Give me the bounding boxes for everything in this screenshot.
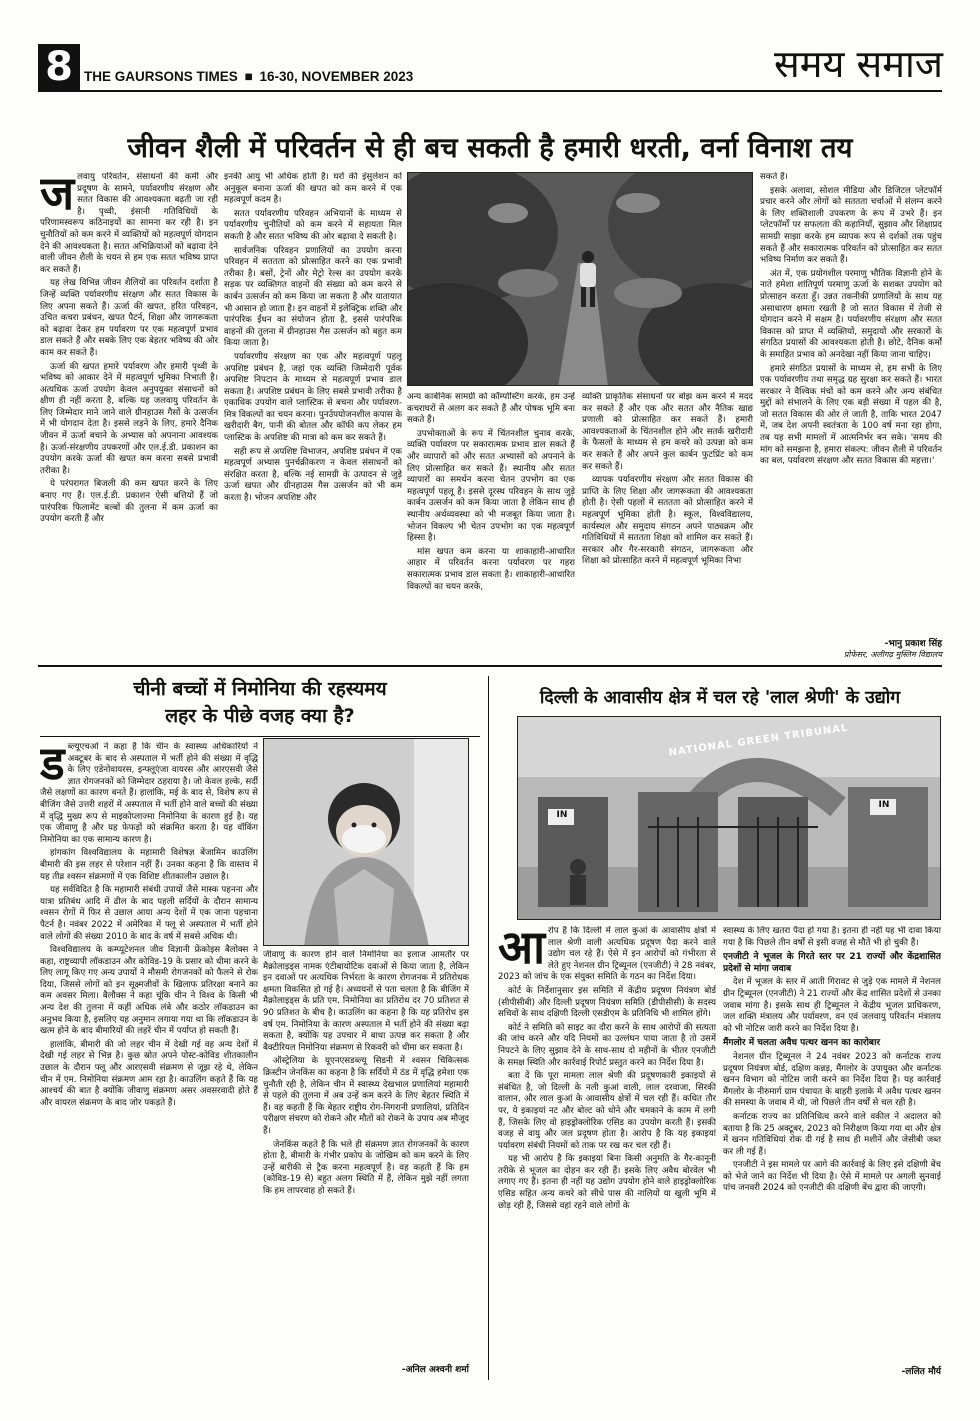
paragraph: सकते हैं। [760, 172, 788, 182]
paragraph: हमारे संगठित प्रयासों के माध्यम से, हम सभी के लिए एक पर्यावरणीय तथा समृद्ध ग्रह सुरक्षा कर सकते हैं। भारत सरकार ने वैश्विक मंचों को कम करने और अन्य संबंधित मुद्दों को संभालने के लिए एक बड़ी संख्या में पहल की है, जो सतत विकास की ओर ले जाती है, ताकि भारत 2047 में, जब देश अपनी स्वतंत्रता के 100 वर्ष मना रहा होगा, तब यह सभी मामलों में आत्मनिर्भर बन सके। 'समय की मांग को समझना है, हमारा संकल्प: जीवन शैली में परिवर्तन का बल, पर्यावरण संरक्षण और सतत विकास की महत्ता।' [760, 363, 942, 467]
paragraph: हांगकांग विश्वविद्यालय के महामारी विशेषज्ञ बेंजामिन काउलिंग बीमारी की इस लहर से परेशान नहीं हैं। उनका कहना है कि वास्तव में यह तीव्र श्वसन संक्रमणों में एक विशिष्ट शीतकालीन उछाल है। [40, 848, 258, 882]
china-headline-rule [40, 736, 480, 737]
paragraph: मांस खपत कम करना या शाकाहारी-आधारित आहार में परिवर्तन करना पर्यावरण पर गहरा सकारात्मक प्रभाव डाल सकता है। शाकाहारी-आधारित विकल्पों का चयन करके, [407, 546, 575, 592]
delhi-headline: दिल्ली के आवासीय क्षेत्र में चल रहे 'लाल श्रेणी' के उद्योग [539, 688, 901, 708]
main-author-block [760, 634, 942, 660]
main-author-title: प्रोफेसर, अलीगढ़ मुस्लिम विद्यालय [843, 650, 942, 659]
paragraph: सही रूप से अपशिष्ट विभाजन, अपशिष्ट प्रबंधन में एक महत्वपूर्ण अभ्यास पुनर्चक्रीकरण न केवल संसाधनों को संरक्षित करता है, बल्कि नई सामग्री के उत्पादन से जुड़े ऊर्जा खपत और ग्रीनहाउस गैस उत्सर्जन को भी कम करता है। भोजन अपशिष्ट और [224, 446, 402, 504]
paragraph: अंत में, एक प्रयोगशील परमाणु भौतिक विज्ञानी होने के नाते हमेशा शांतिपूर्ण परमाणु ऊर्जा के सशक्त उपयोग को प्रोत्साहन करता हूँ। उन्नत तकनीकी प्रणालियों के साथ यह असाधारण क्षमता रखती है जो सतत विकास में तेजी से योगदान करने में सक्षम है। पर्यावरणीय संरक्षण और सतत विकास को प्राप्त में व्यक्तियों, समुदायों और सरकारों के संगठित प्रयासों की आवश्यकता होती है। छोटे, दैनिक कर्मों के समाहित प्रभाव को अनदेखा नहीं किया जाना चाहिए। [760, 268, 942, 360]
child-mask-illustration [264, 739, 469, 946]
section-title: समय समाज [774, 42, 943, 86]
china-article-column-1 [40, 742, 258, 1380]
paragraph: ब्ल्यूएचओ ने कहा है कि चीन के स्वास्थ्य अधिकारियों ने अक्टूबर के बाद से अस्पताल में भर्ती होने की संख्या में वृद्धि के लिए एडेनोवायरस, इन्फ्लूएंजा वायरस और आरएसवी जैसे ज्ञात रोगजनकों को जिम्मेदार ठहराया है। जो केवल हल्के, सर्दी जैसे लक्षणों का कारण बनते हैं। हालांकि, मई के बाद से, विशेष रूप से बीजिंग जैसे उत्तरी शहरों में अस्पताल में भर्ती होने वाले बच्चों की संख्या में वृद्धि मुख्य रूप से माइकोप्लाज्मा निमोनिया के कारण हुई है। यह एक जीवाणु है और यह फेफड़ों को संक्रमित करता है। यह वॉकिंग निमोनिया का एक सामान्य कारण है। [40, 742, 258, 845]
china-headline-line1: चीनी बच्चों में निमोनिया की रहस्यमय [133, 678, 387, 700]
main-article-column-2 [224, 172, 402, 659]
china-dropcap: ड [40, 742, 65, 790]
paragraph: इनकी आयु भी अधिक होती है। घरों की इंसुलेशन को अनुकूल बनाना ऊर्जा की खपत को कम करने में एक महत्वपूर्ण कदम है। [224, 172, 402, 206]
paragraph: अन्य कार्बनिक सामग्री को कॉम्पोस्टिंग करके, हम उन्हें कचराघरों से अलग कर सकते हैं और पोषक भूमि बना सकते हैं। [407, 392, 575, 426]
main-dropcap: ज [40, 172, 75, 220]
china-headline [40, 676, 480, 732]
china-headline-line2: लहर के पीछे वजह क्या है? [165, 705, 355, 727]
paragraph: लवायु परिवर्तन, संसाधनों की कमी और प्रदूषण के सामने, पर्यावरणीय संरक्षण और सतत विकास की आवश्यकता बढ़ती जा रही है। पृथ्वी, इंसानी गतिविधियों के परिणामस्वरूप कठिनाइयों का सामना कर रही है। इन चुनौतियों को कम करने में व्यक्तियों को महत्वपूर्ण योगदान देने की आवश्यकता है। सतत अभिक्रियाओं को बढ़ावा देने वाली जीवन शैली के चयन से हम एक सतत भविष्य प्राप्त कर सकते हैं। [40, 172, 218, 275]
paragraph: जेनकिंस कहते हैं कि भले ही संक्रमण ज्ञात रोगजनकों के कारण होता है, बीमारी के गंभीर प्रकोप के जोखिम को कम करने के लिए उन्हें बारीकी से ट्रैक करना महत्वपूर्ण है। वह कहती हैं कि हम (कोविड-19 से) बहुत अलग स्थिति में हैं, लेकिन मुझे नहीं लगता कि हम लापरवाह हो सकते हैं। [263, 1139, 469, 1196]
paragraph: कर्नाटक राज्य का प्रतिनिधित्व करने वाले वकील ने अदालत को बताया है कि 25 अक्टूबर, 2023 को निरीक्षण किया गया था और क्षेत्र में खनन गतिविधियां रोक दी गई है साथ ही मशीनें और जेसीबी जब्त कर ली गई हैं। [723, 1111, 941, 1157]
child-with-mask-photo [263, 738, 469, 946]
paragraph: देश में भूजल के स्तर में आती गिरावट से जुड़े एक मामले में नेशनल ग्रीन ट्रिब्यूनल (एनजीटी) ने 21 राज्यों और केंद्र शासित प्रदेशों से उनका जवाब मांगा है। इसके साथ ही ट्रिब्यूनल ने केंद्रीय भूजल प्राधिकरण, जल शक्ति मंत्रालय और पर्यावरण, वन एवं जलवायु परिवर्तन मंत्रालय को भी नोटिस जारी करने का निर्देश दिया है। [723, 977, 941, 1034]
paragraph: कोर्ट के निर्देशानुसार इस समिति में केंद्रीय प्रदूषण नियंत्रण बोर्ड (सीपीसीबी) और दिल्ली प्रदूषण नियंत्रण समिति (डीपीसीसी) के सदस्य सचिवों के साथ दक्षिणी दिल्ली एसडीएम के प्रतिनिधि भी शामिल होंगे। [498, 985, 716, 1020]
china-article-column-2 [263, 950, 469, 1355]
delhi-subhead-groundwater: एनजीटी ने भूजल के गिरते स्तर पर 21 राज्यों और केंद्रशासित प्रदेशों से मांगा जवाब [723, 952, 941, 974]
forest-hiker-photo [407, 172, 753, 386]
delhi-article-column-1 [498, 926, 716, 1374]
section-divider [38, 665, 942, 667]
main-article-column-3 [407, 392, 575, 659]
delhi-author: -ललित मौर्य [901, 1367, 941, 1377]
delhi-subhead-mining: मैंगलोर में चलता अवैध पत्थर खनन का कारोबार [723, 1038, 881, 1049]
paragraph: एनजीटी ने इस मामले पर आगे की कार्रवाई के लिए इसे दक्षिणी बेंच को भेजे जाने का निर्देश भी दिया है। ऐसे में मामले पर अगली सुनवाई पांच जनवरी 2024 को एनजीटी की दक्षिणी बेंच द्वारा की जाएगी। [723, 1160, 941, 1194]
paragraph: व्यापक पर्यावरणीय संरक्षण और सतत विकास की प्राप्ति के लिए शिक्षा और जागरूकता की आवश्यकता होती है। ऐसी पहलों में सततता को प्रोत्साहित करने में महत्वपूर्ण भूमिका होती है। स्कूल, विश्वविद्यालय, कार्यस्थल और समुदाय संगठन अपने पाठ्यक्रम और गतिविधियों में सततता शिक्षा को शामिल कर सकते हैं। सरकार और गैर-सरकारी संगठन, जागरूकता और शिक्षा को प्रोत्साहित करने में महत्वपूर्ण भूमिका निभा [582, 475, 753, 567]
paragraph: सतत पर्यावरणीय परिवहन अभियानों के माध्यम से पर्यावरणीय चुनौतियों को कम करने में सहायता मिल सकती है और सतत भविष्य की ओर बढ़ावा दे सकती है। [224, 208, 402, 242]
gate-label-right: IN [878, 800, 890, 810]
paragraph: पर्यावरणीय संरक्षण का एक और महत्वपूर्ण पहलू अपशिष्ट प्रबंधन है, जहां एक व्यक्ति जिम्मेदारी पूर्वक अपशिष्ट निपटान के माध्यम से महत्वपूर्ण प्रभाव डाल सकता है। अपशिष्ट प्रबंधन के लिए सबसे प्रभावी तरीका है एकाधिक उपयोग वाले प्लास्टिक से बचना और पर्यावरण-मित्र विकल्पों का चयन करना। पुनर्उपयोजनशील कपास के खरीदारी बैग, पानी की बोतल और कॉफी कप लेकर हम प्लास्टिक के अपशिष्ट की मात्रा को कम कर सकते हैं। [224, 351, 402, 444]
main-article-column-1 [40, 172, 218, 659]
main-author: -भानु प्रकाश सिंह [884, 639, 942, 649]
main-headline: जीवन शैली में परिवर्तन से ही बच सकती है हमारी धरती, वर्ना विनाश तय [127, 132, 853, 164]
paragraph: कोर्ट ने समिति को साइट का दौरा करने के साथ आरोपों की सत्यता की जांच करने और यदि नियमों का उल्लंघन पाया जाता है तो उसमें निपटने के लिए सुझाव देने के साथ-साथ दो महीनों के भीतर एनजीटी के समक्ष स्थिति और कार्रवाई रिपोर्ट प्रस्तुत करने का निर्देश दिया है। [498, 1022, 716, 1068]
masthead-strip [84, 66, 424, 88]
paragraph: ये परंपरागत बिजली की कम खपत करने के लिए बनाए गए हैं। एल.ई.डी. प्रकाशन ऐसी बत्तियों हैं जो पारंपरिक फिलामेंट बल्बों की तुलना में कम ऊर्जा का उपयोग करती हैं और [40, 479, 218, 525]
paper-name: THE GAURSONS TIMES [84, 69, 238, 84]
paragraph: ऑस्ट्रेलिया के यूएनएसडब्ल्यू सिडनी में श्वसन चिकित्सक क्रिस्टीन जेनकिंस का कहना है कि सर्दियों में ठंड में वृद्धि हमेशा एक चुनौती रही है, लेकिन चीन में स्वास्थ्य देखभाल प्रणालियां महामारी से पहले की तुलना में अब उन्हें कम करने के लिए बेहतर स्थिति में हैं। वह कहती हैं कि बेहतर राष्ट्रीय रोग-निगरानी प्रणालियां, प्रतिदिन परीक्षण संचरण को रोकने और मौतों को रोकने के उपाय अब मौजूद हैं। [263, 1056, 469, 1136]
main-article-column-5 [760, 172, 942, 634]
paragraph: विश्वविद्यालय के कम्प्यूटेशनल जीव विज्ञानी फ्रेंकोइस बैलोक्स ने कहा, राष्ट्रव्यापी लॉकडाउन और कोविड-19 के प्रसार को धीमा करने के लिए लागू किए गए अन्य उपायों ने मौसमी रोगजनकों को फैलने से रोक दिया, जिससे लोगों को इन सूक्ष्मजीवों के खिलाफ प्रतिरक्षा बनाने का कम अवसर मिला। बैलौक्स ने कहा चूंकि चीन ने विश्व के किसी भी अन्य देश की तुलना में कहीं अधिक लंबे और कठोर लॉकडाउन का अनुभव किया है, इसलिए यह अनुमान लगाया गया था कि लॉकडाउन के खत्म होने के बाद बीमारियों की लहरें चीन में पर्याप्त हो सकती हैं। [40, 945, 258, 1037]
paragraph: ऊर्जा की खपत हमारे पर्यावरण और हमारी पृथ्वी के भविष्य को आकार देने में महत्वपूर्ण भूमिका निभाती है। अत्यधिक ऊर्जा उपयोग केवल अनुपयुक्त संसाधनों को क्षीण ही नहीं करता है, बल्कि यह जलवायु परिवर्तन के लिए जिम्मेदार माने जाने वाले ग्रीनहाउस गैसों के उत्सर्जन में भी योगदान देता है। इससे लड़ने के लिए, हमारे दैनिक जीवन में ऊर्जा बचाने के अभ्यास को अपनाना आवश्यक है। ऊर्जा-संरक्षणीय उपकरणों और एल.ई.डी. प्रकाशन का उपयोग करके ऊर्जा की खपत कम करना सबसे प्रभावी तरीका है। [40, 361, 218, 476]
paragraph: जीवाणु के कारण होने वाले निमोनिया का इलाज आमतौर पर मैक्रोलाइड्स नामक एंटीबायोटिक दवाओं से किया जाता है, लेकिन इन दवाओं पर अत्यधिक निर्भरता के कारण रोगजनक में प्रतिरोधक क्षमता विकसित हो गई है। अध्ययनों से पता चलता है कि बीजिंग में मैक्रोलाइड्स के प्रति एम. निमोनिया का प्रतिरोध दर 70 प्रतिशत से 90 प्रतिशत के बीच है। काउलिंग का कहना है कि यह प्रतिरोध इस वर्ष एम. निमोनिया के कारण अस्पताल में भर्ती होने की संख्या बढ़ा सकता है, क्योंकि यह उपचार में बाधा उत्पन्न कर सकता है और बैक्टीरियल निमोनिया संक्रमण से रिकवरी को धीमा कर सकता है। [263, 950, 469, 1053]
paragraph: यह लेख विभिन्न जीवन शैलियों का परिवर्तन दर्शाता है जिन्हें व्यक्ति पर्यावरणीय संरक्षण और सतत विकास के लिए अपना सकते हैं। ऊर्जा की खपत, हरित परिवहन, उचित कचरा प्रबंधन, खपत पैटर्न, शिक्षा और जागरूकता को बढ़ावा देकर हम पर्यावरण पर एक महत्वपूर्ण प्रभाव डाल सकते हैं और सबके लिए एक बेहतर भविष्य की ओर काम कर सकते हैं। [40, 278, 218, 358]
header-underline [38, 90, 942, 92]
paragraph: स्वास्थ्य के लिए खतरा पैदा हो गया है। इतना ही नहीं यह भी दावा किया गया है कि पिछले तीन वर्षों से इसी वजह से मौतें भी हो चुकी हैं। [723, 926, 941, 948]
paragraph: हालांकि, बीमारी की जो लहर चीन में देखी गई वह अन्य देशों में देखी गई लहर से भिन्न है। कुछ स्रोत अपने पोस्ट-कोविड शीतकालीन उछाल के दौरान फ्लू और आरएसवी संक्रमण से जूझ रहे थे, लेकिन चीन में एम. निमोनिया संक्रमण आम रहा है। काउलिंग कहते हैं कि यह आश्चर्य की बात है क्योंकि जीवाणु संक्रमण असर अवसरवादी होते हैं और वायरल संक्रमण के बाद जोर पकड़ते हैं। [40, 1039, 258, 1108]
gate-label-left: IN [556, 810, 568, 820]
china-author: -अनिल अश्वनी शर्मा [401, 1365, 469, 1375]
paragraph: रोप है कि दिल्ली में लाल कुआं के आवासीय क्षेत्रों में लाल श्रेणी वाली अत्यधिक प्रदूषण पैदा करने वाले उद्योग चल रहे हैं। ऐसे में इन आरोपों को गंभीरता से लेते हुए नेशनल ग्रीन ट्रिब्यूनल (एनजीटी) ने 28 नवंबर, 2023 को जांच के एक संयुक्त समिति के गठन का निर्देश दिया। [498, 926, 716, 983]
paragraph: यह भी आरोप है कि इकाइयां बिना किसी अनुमति के गैर-कानूनी तरीके से भूजल का दोहन कर रही हैं। इसके लिए अवैध बोरवेल भी लगाए गए हैं। इतना ही नहीं यह उद्योग उपयोग होने वाले हाइड्रोक्लोरिक एसिड सहित अन्य कचरे को सीधे पास की नालियों या खुली भूमि में छोड़ रही हैं, जिससे वहां रहने वाले लोगों के [498, 1154, 716, 1211]
vertical-divider [488, 676, 489, 1380]
ngt-sign-text: NATIONAL GREEN TRIBUNAL [668, 722, 850, 759]
forest-hiker-illustration [408, 173, 753, 386]
paragraph: नेशनल ग्रीन ट्रिब्यूनल ने 24 नवंबर 2023 को कर्नाटक राज्य प्रदूषण नियंत्रण बोर्ड, दक्षिण कन्नड़, मैंगलोर के उपायुक्त और कर्नाटक खनन विभाग को नोटिस जारी करने का निर्देश दिया है। यह कार्रवाई मैंगलोर के नीरुमार्ग ग्राम पंचायत के बाहरी इलाके में अवैध पत्थर खनन की समस्या के जवाब में थी, जो पिछले तीन वर्षों से चल रही है। [723, 1051, 941, 1109]
separator-icon: ■ [244, 69, 253, 84]
page-number: 8 [45, 44, 73, 90]
paragraph: यह सर्वविदित है कि महामारी संबंधी उपायों जैसे मास्क पहनना और यात्रा प्रतिबंध आदि में ढील के बाद पहली सर्दियों के दौरान सामान्य श्वसन रोगों में फिर से उछाल आया अन्य देशों में एक जाना पहचाना पैटर्न है। नवंबर 2022 में अमेरिका में फ्लू से अस्पताल में भर्ती होने वाले लोगों की संख्या 2010 के बाद के वर्ष में सबसे अधिक थी। [40, 885, 258, 942]
delhi-dropcap: आ [498, 926, 546, 974]
issue-dates: 16-30, NOVEMBER 2023 [259, 69, 414, 84]
main-article-column-4 [582, 392, 753, 659]
paragraph: सार्वजनिक परिवहन प्रणालियों का उपयोग करना परिवहन में सततता को प्रोत्साहित करने का एक प्रभावी तरीका है। बसों, ट्रेनों और मेट्रो रेल्स का उपयोग करके सड़क पर व्यक्तिगत वाहनों की संख्या को कम करने से कार्बन उत्सर्जन को कम किया जा सकता है और यातायात भी आसान हो जाता है। इन वाहनों में इलेक्ट्रिक शक्ति और पारंपरिक ईंधन का संयोजन होता है, इससे पारंपरिक वाहनों की तुलना में ग्रीनहाउस गैस उत्सर्जन को बहुत कम किया जाता है। [224, 245, 402, 349]
paragraph: इसके अलावा, सोशल मीडिया और डिजिटल प्लेटफॉर्म प्रचार करने और लोगों को सततता चर्चाओं में संलग्न करने के लिए शक्तिशाली उपकरण के रूप में उभरे हैं। इन प्लेटफॉर्मों पर सफलता की कहानियाँ, सुझाव और शिक्षाप्रद सामग्री साझा करके हम व्यापक रूप से दर्शकों तक पहुंच सकते हैं और सकारात्मक परिवर्तन को प्रोत्साहित कर सतत भविष्य निर्माण कर सकते हैं। [760, 185, 942, 266]
paragraph: व्यक्ति प्राकृतिक संसाधनों पर बोझ कम करने में मदद कर सकते हैं और एक और सतत और नैतिक खाद्य प्रणाली को प्रोत्साहित कर सकते हैं। हमारी आवश्यकताओं के चिंतनशील होने और सतर्क खरीदारी के फैसलों के माध्यम से हम कचरे को उत्पन्ना को कम कर सकते हैं और अपने कुल कार्बन फुटप्रिंट को कम कर सकते हैं। [582, 392, 753, 472]
page-number-box [38, 44, 80, 90]
ngt-gate-photo [517, 716, 941, 920]
paragraph: बता दें कि पूरा मामला लाल श्रेणी की प्रदूषणकारी इकाइयों से संबंधित है, जो दिल्ली के नली कुआं वाली, लाल दरवाजा, सिरकी वालान, और लाल कुआं के आवासीय क्षेत्रों में चल रही हैं। कथित तौर पर, ये इकाइयां नट और बोल्ट को धोने और चमकाने के काम में लगी हैं, जिसके लिए वो हाइड्रोक्लोरिक एसिड का उपयोग करती हैं। इसकी वजह से वायु और जल प्रदूषण होता है। आरोप है कि यह इकाइयां पर्यावरण संबंधी नियमों को ताक पर रख कर चल रही हैं। [498, 1071, 716, 1151]
delhi-article-column-2 [723, 926, 941, 1362]
paragraph: उपभोक्ताओं के रूप में चिंतनशील चुनाव करके, व्यक्ति पर्यावरण पर सकारात्मक प्रभाव डाल सकते हैं और व्यापारों को और सतत अभ्यासों को अपनाने के लिए प्रोत्साहित कर सकते हैं। स्थानीय और सतत व्यापारों का समर्थन करना चेतन उपभोग का एक महत्वपूर्ण पहलू है। इससे दूरस्थ परिवहन के साथ जुड़े कार्बन उत्सर्जन को कम किया जाता है लेकिन साथ ही स्थानीय अर्थव्यवस्था को भी मजबूत किया जाता है। भोजन विकल्प भी चेतन उपभोग का एक महत्वपूर्ण हिस्सा है। [407, 428, 575, 544]
